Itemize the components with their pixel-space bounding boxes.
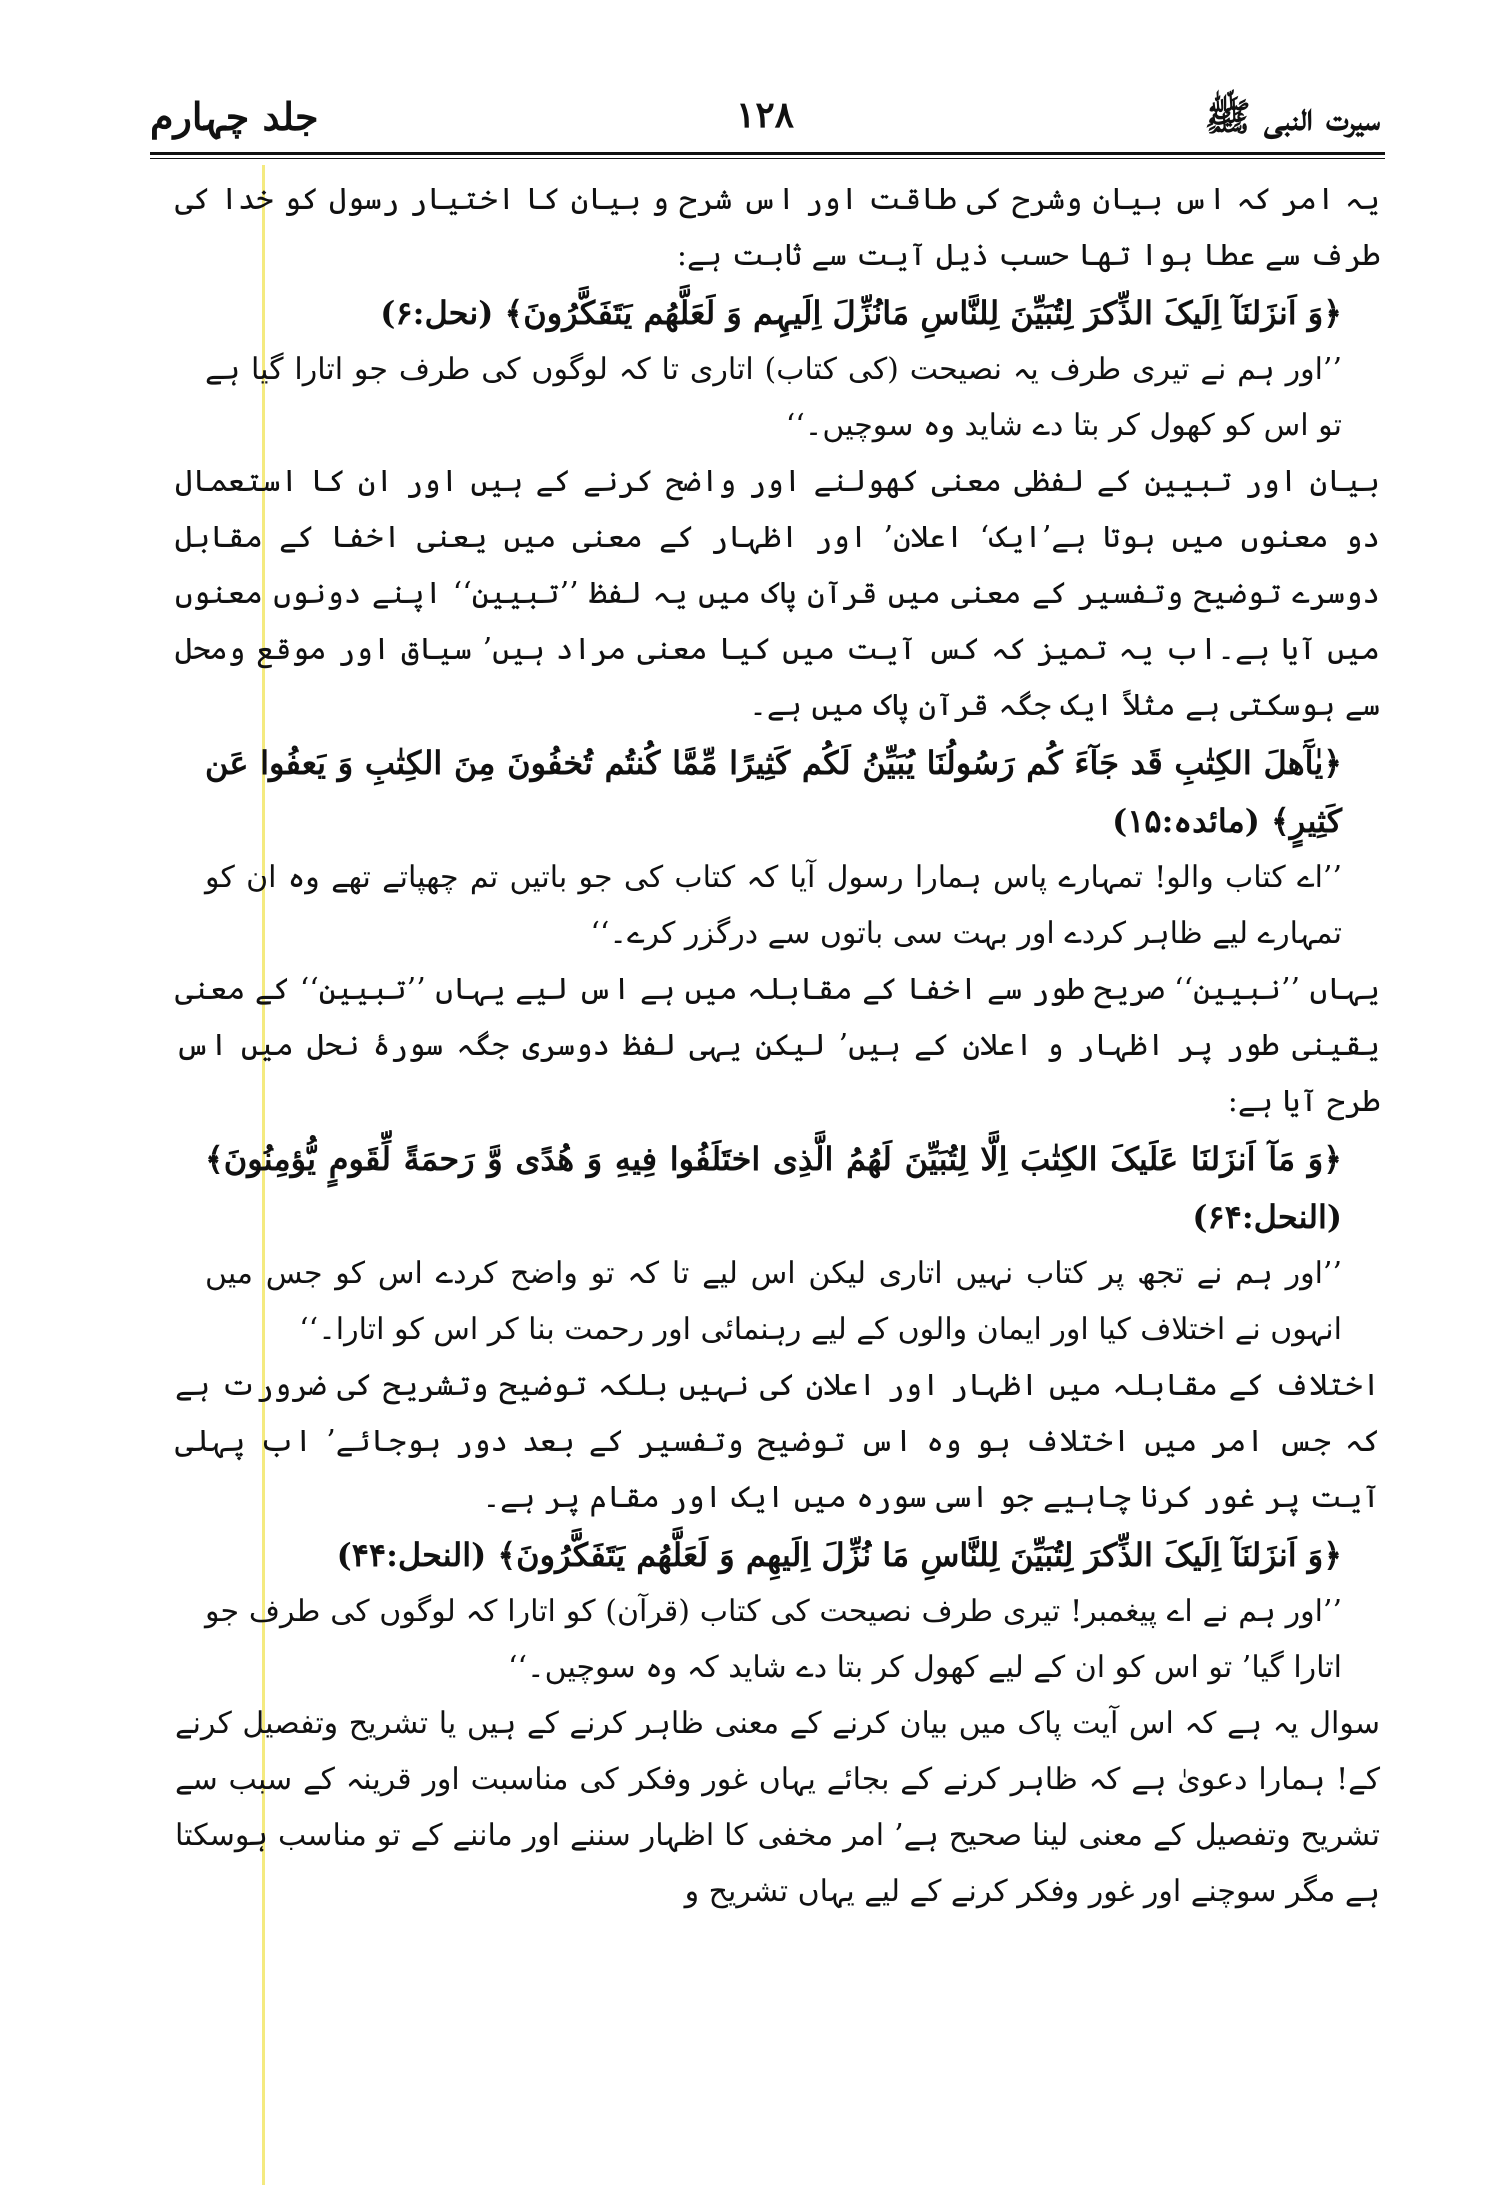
paragraph: اختلاف کے مقابلہ میں اظہار اور اعلان کی نہیں بلکہ توضیح وتشریح کی ضرورت ہے کہ جس امر میں اختلاف ہو وہ اس توضیح وتفسیر کے بعد دور ہوجائے’ اب پہلی آیت پر غور کرنا چاہیے جو اسی سورہ میں ایک اور مقام پر ہے۔	[175, 1368, 1380, 1515]
quran-verse: ﴿وَ اَنزَلنَآ اِلَیکَ الذِّکرَ لِتُبَیِّنَ لِلنَّاسِ مَا نُزِّلَ اِلَیهِم وَ لَعَلَّهُم یَتَفَکَّرُونَ﴾ (النحل:۴۴)	[336, 1536, 1342, 1574]
page-number: ۱۲۸	[735, 94, 794, 136]
book-title: سیرت النبی ﷺ	[1204, 94, 1380, 139]
header-divider	[150, 152, 1385, 155]
page-body	[175, 172, 1380, 1920]
paragraph: یہ امر کہ اس بیان وشرح کی طاقت اور اس شرح و بیان کا اختیار رسول کو خدا کی طرف سے عطا ہوا تھا حسب ذیل آیت سے ثابت ہے:	[175, 182, 1380, 273]
verse-translation: ’’اور ہم نے تیری طرف یہ نصیحت (کی کتاب) اتاری تا کہ لوگوں کی طرف جو اتارا گیا ہے تو اس کو کھول کر بتا دے شاید وہ سوچیں۔‘‘	[205, 352, 1342, 443]
paragraph: بیان اور تبیین کے لفظی معنی کھولنے اور واضح کرنے کے ہیں اور ان کا استعمال دو معنوں میں ہوتا ہے’ایک‘ اعلان’ اور اظہار کے معنی میں یعنی اخفا کے مقابل دوسرے توضیح وتفسیر کے معنی میں قرآن پاک میں یہ لفظ ’’تبیین‘‘ اپنے دونوں معنوں میں آیا ہے۔اب یہ تمیز کہ کس آیت میں کیا معنی مراد ہیں’ سیاق اور موقع ومحل سے ہوسکتی ہے مثلاً ایک جگہ قرآن پاک میں ہے۔	[175, 464, 1380, 723]
verse-translation: ’’اور ہم نے اے پیغمبر! تیری طرف نصیحت کی کتاب (قرآن) کو اتارا کہ لوگوں کی طرف جو اتارا گیا’ تو اس کو ان کے لیے کھول کر بتا دے شاید کہ وہ سوچیں۔‘‘	[205, 1594, 1342, 1685]
quran-verse: ﴿وَ مَآ اَنزَلنَا عَلَیکَ الکِتٰبَ اِلَّا لِتُبَیِّنَ لَهُمُ الَّذِی اختَلَفُوا فِیهِ وَ هُدًی وَّ رَحمَةً لِّقَومٍ یُّؤمِنُونَ﴾ (النحل:۶۴)	[205, 1140, 1342, 1236]
header-divider-thin	[150, 158, 1385, 159]
quran-verse: ﴿وَ اَنزَلنَآ اِلَیکَ الذِّکرَ لِتُبَیِّنَ لِلنَّاسِ مَانُزِّلَ اِلَیہِم وَ لَعَلَّهُم یَتَفَکَّرُونَ﴾ (نحل:۶)	[380, 294, 1342, 332]
page-header	[150, 88, 1380, 158]
verse-translation: ’’اور ہم نے تجھ پر کتاب نہیں اتاری لیکن اس لیے تا کہ تو واضح کردے اس کو جس میں انہوں نے اختلاف کیا اور ایمان والوں کے لیے رہنمائی اور رحمت بنا کر اس کو اتارا۔‘‘	[205, 1256, 1342, 1347]
quran-verse: ﴿یٰآَهلَ الکِتٰبِ قَد جَآءَ کُم رَسُولُنَا یُبَیِّنُ لَکُم کَثِیرًا مِّمَّا کُنتُم تُخفُونَ مِنَ الکِتٰبِ وَ یَعفُوا عَن کَثِیرٍ﴾ (مائدہ:۱۵)	[205, 744, 1342, 840]
verse-translation: ’’اے کتاب والو! تمہارے پاس ہمارا رسول آیا کہ کتاب کی جو باتیں تم چھپاتے تھے وہ ان کو تمہارے لیے ظاہر کردے اور بہت سی باتوں سے درگزر کرے۔‘‘	[205, 860, 1342, 951]
paragraph: یہاں ’’نبیین‘‘ صریح طور سے اخفا کے مقابلہ میں ہے اس لیے یہاں ’’تبیین‘‘ کے معنی یقینی طور پر اظہار و اعلان کے ہیں’ لیکن یہی لفظ دوسری جگہ سورۂ نحل میں اس طرح آیا ہے:	[175, 972, 1380, 1119]
paragraph: سوال یہ ہے کہ اس آیت پاک میں بیان کرنے کے معنی ظاہر کرنے کے ہیں یا تشریح وتفصیل کرنے کے! ہمارا دعویٰ ہے کہ ظاہر کرنے کے بجائے یہاں غور وفکر کی مناسبت اور قرینہ کے سبب سے تشریح وتفصیل کے معنی لینا صحیح ہے’ امر مخفی کا اظہار سننے اور ماننے کے تو مناسب ہوسکتا ہے مگر سوچنے اور غور وفکر کرنے کے لیے یہاں تشریح و	[175, 1706, 1380, 1909]
volume-label: جلد چہارم	[150, 94, 319, 139]
